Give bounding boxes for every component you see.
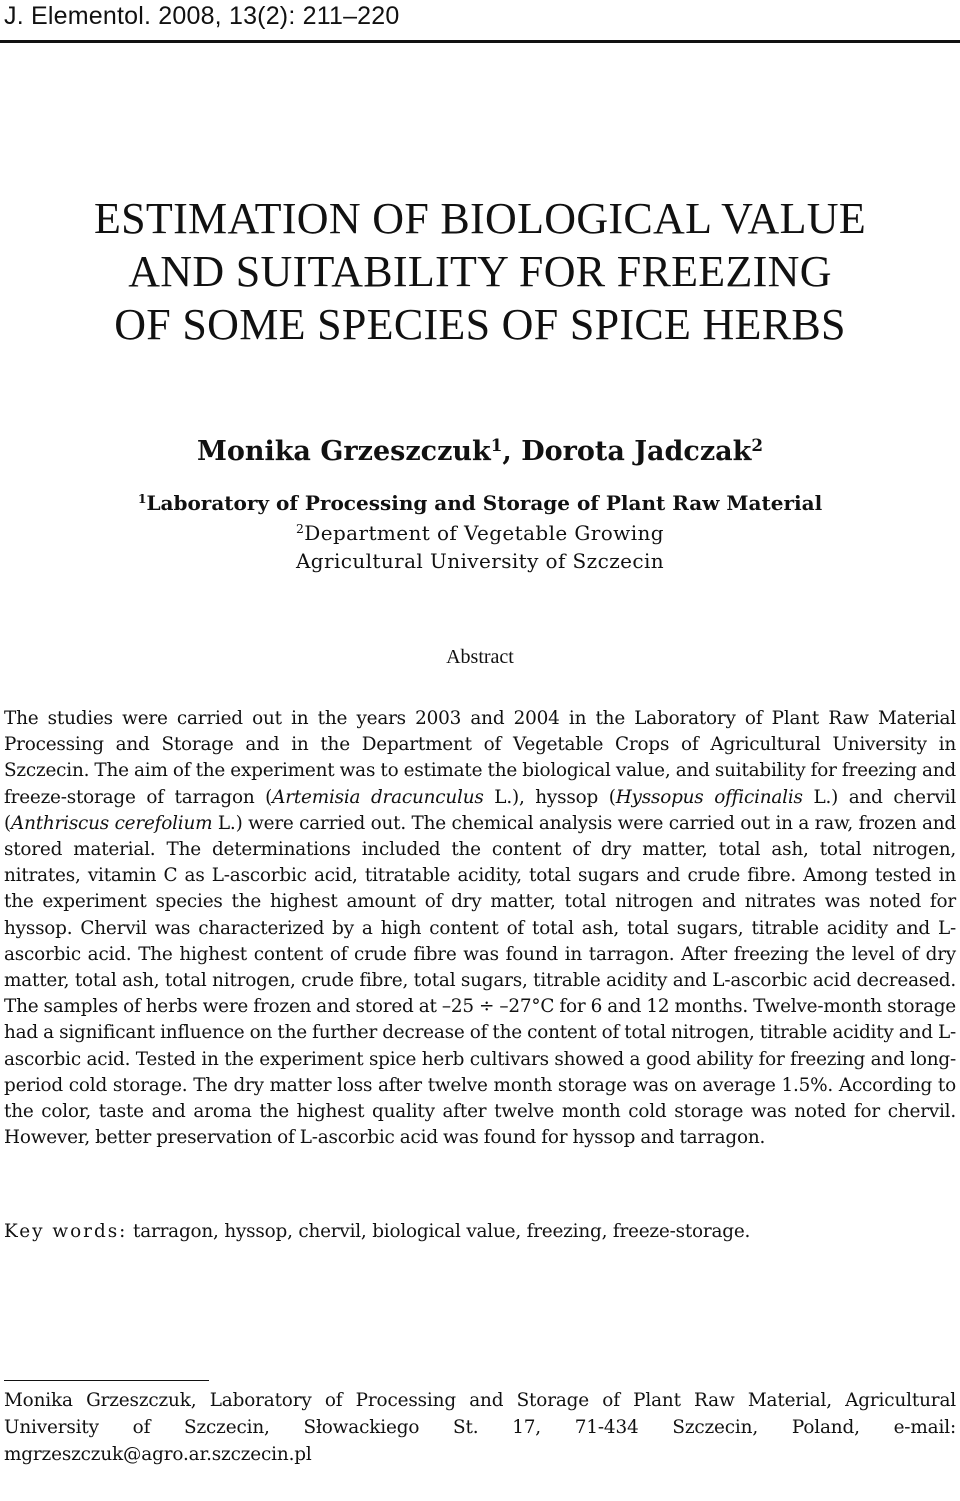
paper-title bbox=[0, 192, 960, 351]
affiliation-mark: 1 bbox=[137, 491, 147, 507]
affiliation bbox=[0, 518, 960, 548]
affiliation bbox=[0, 488, 960, 518]
journal-citation: J. Elementol. 2008, 13(2): 211–220 bbox=[4, 2, 400, 30]
species-name: Anthriscus cerefolium bbox=[10, 812, 213, 834]
abstract-body bbox=[4, 706, 956, 1151]
affiliation bbox=[0, 546, 960, 576]
author-name: Dorota Jadczak bbox=[521, 436, 752, 467]
affiliation-mark: 2 bbox=[296, 521, 305, 537]
corresponding-author-footnote: Monika Grzeszczuk, Laboratory of Processing and Storage of Plant Raw Material, Agricultural University of Szczecin, Słowackiego St. 17, 71-434 Szczecin, Poland, e-mail: mgrzeszczuk@agro.ar.szczecin.pl bbox=[4, 1390, 956, 1465]
footnote-rule bbox=[4, 1380, 209, 1381]
affiliation-text: Agricultural University of Szczecin bbox=[295, 549, 665, 573]
author-name: Monika Grzeszczuk bbox=[196, 436, 491, 467]
abstract-text: L.) were carried out. The chemical analysis were carried out in a raw, frozen and stored material. The determinations included the content of dry matter, total ash, total nitrogen, nitrates, vitamin C as L-ascorbic acid, titratable acidity, total sugars and crude fibre. Among tested in the experiment species the highest amount of dry matter, total nitrogen and nitrates was noted for hyssop. Chervil was characterized by a high content of total ash, total sugars, titrable acidity and L-ascorbic acid. The highest content of crude fibre was found in tarragon. After freezing the level of dry matter, total ash, total nitrogen, crude fibre, total sugars, titrable acidity and L-ascorbic acid decreased. The samples of herbs were frozen and stored at –25 ÷ –27°C for 6 and 12 months. Twelve-month storage had a significant influence on the further decrease of the content of total nitrogen, titrable acidity and L-ascorbic acid. Tested in the experiment spice herb cultivars showed a good ability for freezing and long-period cold storage. The dry matter loss after twelve month storage was on average 1.5%. According to the color, taste and aroma the highest quality after twelve month cold storage was noted for chervil. However, better preservation of L-ascorbic acid was found for hyssop and tarragon. bbox=[4, 812, 956, 1149]
author-separator: , bbox=[502, 436, 522, 467]
species-name: Hyssopus officinalis bbox=[615, 786, 803, 808]
species-name: Artemisia dracunculus bbox=[272, 786, 484, 808]
keywords bbox=[4, 1219, 956, 1245]
keywords-text: tarragon, hyssop, chervil, biological value, freezing, freeze-storage. bbox=[127, 1221, 751, 1242]
title-line-3: OF SOME SPECIES OF SPICE HERBS bbox=[114, 300, 846, 349]
author-affiliation-mark: 2 bbox=[751, 434, 764, 455]
abstract-heading: Abstract bbox=[446, 646, 514, 668]
title-line-2: AND SUITABILITY FOR FREEZING bbox=[128, 247, 832, 296]
abstract-text: L.) and chervil ( bbox=[4, 786, 957, 834]
abstract-text: L.), hyssop ( bbox=[483, 786, 616, 808]
author-list bbox=[0, 432, 960, 472]
title-line-1: ESTIMATION OF BIOLOGICAL VALUE bbox=[93, 194, 867, 243]
author-affiliation-mark: 1 bbox=[490, 434, 503, 455]
affiliation-text: Laboratory of Processing and Storage of Plant Raw Material bbox=[146, 491, 823, 515]
abstract-text: The studies were carried out in the years 2003 and 2004 in the Laboratory of Plant Raw Material Processing and Storage and in the Department of Vegetable Crops of Agricultural University in Szczecin. The aim of the experiment was to estimate the biological value, and suitability for freezing and freeze-storage of tarragon ( bbox=[4, 708, 956, 808]
header-rule bbox=[0, 40, 960, 43]
keywords-label: Key words: bbox=[4, 1221, 128, 1242]
affiliation-text: Department of Vegetable Growing bbox=[304, 521, 664, 545]
